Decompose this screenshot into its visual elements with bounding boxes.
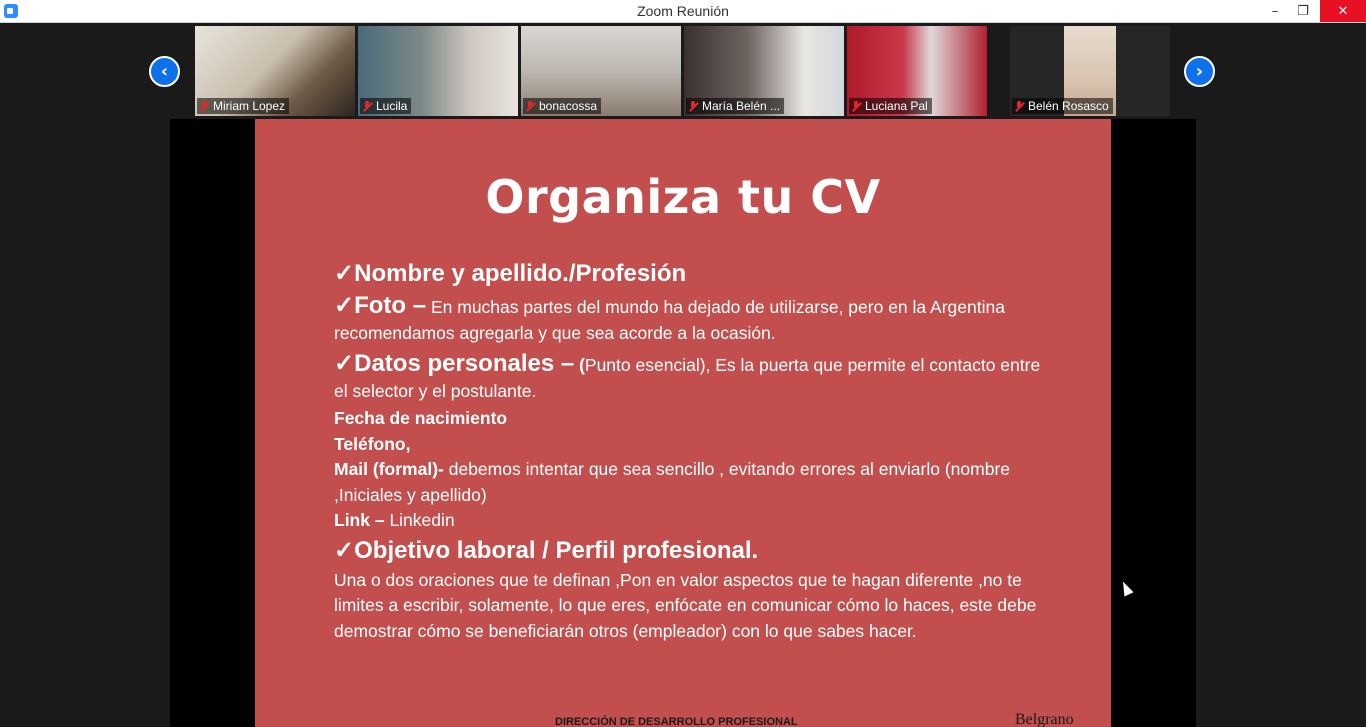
checkmark-icon: ✓ bbox=[334, 292, 355, 319]
participant-name-tag bbox=[1012, 98, 1113, 114]
checkmark-icon: ✓ bbox=[334, 349, 355, 377]
participant-tile[interactable] bbox=[521, 26, 681, 116]
slide-item-link bbox=[334, 508, 1054, 534]
participant-tile[interactable] bbox=[358, 26, 518, 116]
telefono-label: Teléfono, bbox=[334, 433, 411, 454]
participant-tile[interactable] bbox=[195, 26, 355, 116]
microphone-muted-icon bbox=[688, 101, 698, 112]
participant-name: María Belén ... bbox=[702, 99, 781, 113]
fecha-label: Fecha de nacimiento bbox=[334, 408, 508, 428]
participant-name: Lucila bbox=[376, 99, 408, 113]
participant-name-tag bbox=[523, 98, 601, 114]
link-text: Linkedin bbox=[384, 510, 455, 530]
participant-tile[interactable] bbox=[1010, 26, 1170, 116]
participant-name-tag bbox=[686, 98, 784, 114]
chevron-left-icon: ‹ bbox=[160, 61, 169, 82]
slide-heading-1: ✓Nombre y apellido./Profesión bbox=[334, 260, 687, 287]
participant-name-tag bbox=[197, 98, 289, 114]
chevron-right-icon: › bbox=[1195, 61, 1204, 82]
previous-page-button[interactable] bbox=[149, 56, 180, 87]
meeting-stage bbox=[0, 23, 1366, 727]
minimize-button[interactable]: – bbox=[1271, 3, 1279, 19]
slide-title: Organiza tu CV bbox=[485, 170, 881, 224]
slide-item-mail bbox=[334, 457, 1054, 508]
participant-name-tag bbox=[360, 98, 411, 114]
microphone-muted-icon bbox=[1014, 101, 1024, 112]
mail-label: Mail (formal)- bbox=[334, 459, 444, 479]
participant-name: Miriam Lopez bbox=[213, 99, 286, 113]
datos-paren: ( bbox=[574, 354, 585, 375]
checkmark-icon: ✓ bbox=[334, 536, 355, 564]
slide-footer: DIRECCIÓN DE DESARROLLO PROFESIONAL bbox=[555, 716, 798, 727]
presentation-slide bbox=[255, 119, 1111, 727]
foto-text: En muchas partes del mundo ha dejado de utilizarse, pero en la Argentina recomendamos agregarla y que sea acorde a la ocasión. bbox=[334, 297, 1005, 343]
slide-item-datos bbox=[334, 349, 1054, 405]
maximize-button[interactable]: ❐ bbox=[1297, 3, 1309, 19]
participant-tile[interactable] bbox=[684, 26, 844, 116]
close-button[interactable]: ✕ bbox=[1320, 0, 1366, 22]
foto-label: Foto – bbox=[354, 292, 427, 319]
microphone-muted-icon bbox=[525, 101, 535, 112]
participant-name: Belén Rosasco bbox=[1028, 99, 1109, 113]
datos-label: Datos personales – bbox=[354, 349, 575, 377]
mail-text: debemos intentar que sea sencillo , evitando errores al enviarlo (nombre ,Iniciales y apellido) bbox=[334, 459, 1011, 505]
slide-item-foto bbox=[334, 291, 1054, 347]
objetivo-text: Una o dos oraciones que te definan ,Pon en valor aspectos que te hagan diferente ,no te limites a escribir, solamente, lo que eres, enfócate en comunicar cómo lo haces, este debe demostrar cómo se beneficiarán otros (empleador) con lo que sabes hacer. bbox=[334, 569, 1037, 641]
shared-screen[interactable] bbox=[170, 119, 1196, 727]
datos-text: Punto esencial), Es la puerta que permite el contacto entre el selector y el postulante. bbox=[334, 354, 1041, 401]
microphone-muted-icon bbox=[851, 101, 861, 112]
slide-heading-4: ✓Objetivo laboral / Perfil profesional. bbox=[334, 536, 759, 564]
slide-body bbox=[334, 259, 1054, 644]
participant-name: bonacossa bbox=[539, 99, 598, 113]
participant-name: Luciana Pal bbox=[865, 99, 928, 113]
next-page-button[interactable] bbox=[1184, 56, 1215, 87]
checkmark-icon: ✓ bbox=[334, 260, 355, 287]
participant-name-tag bbox=[849, 98, 932, 114]
microphone-muted-icon bbox=[362, 101, 372, 112]
window-title: Zoom Reunión bbox=[637, 3, 729, 19]
participant-tile[interactable] bbox=[847, 26, 987, 116]
university-logo: Belgrano bbox=[1015, 711, 1074, 727]
title-bar bbox=[0, 0, 1366, 23]
link-label: Link – bbox=[334, 510, 385, 530]
microphone-muted-icon bbox=[199, 101, 209, 112]
